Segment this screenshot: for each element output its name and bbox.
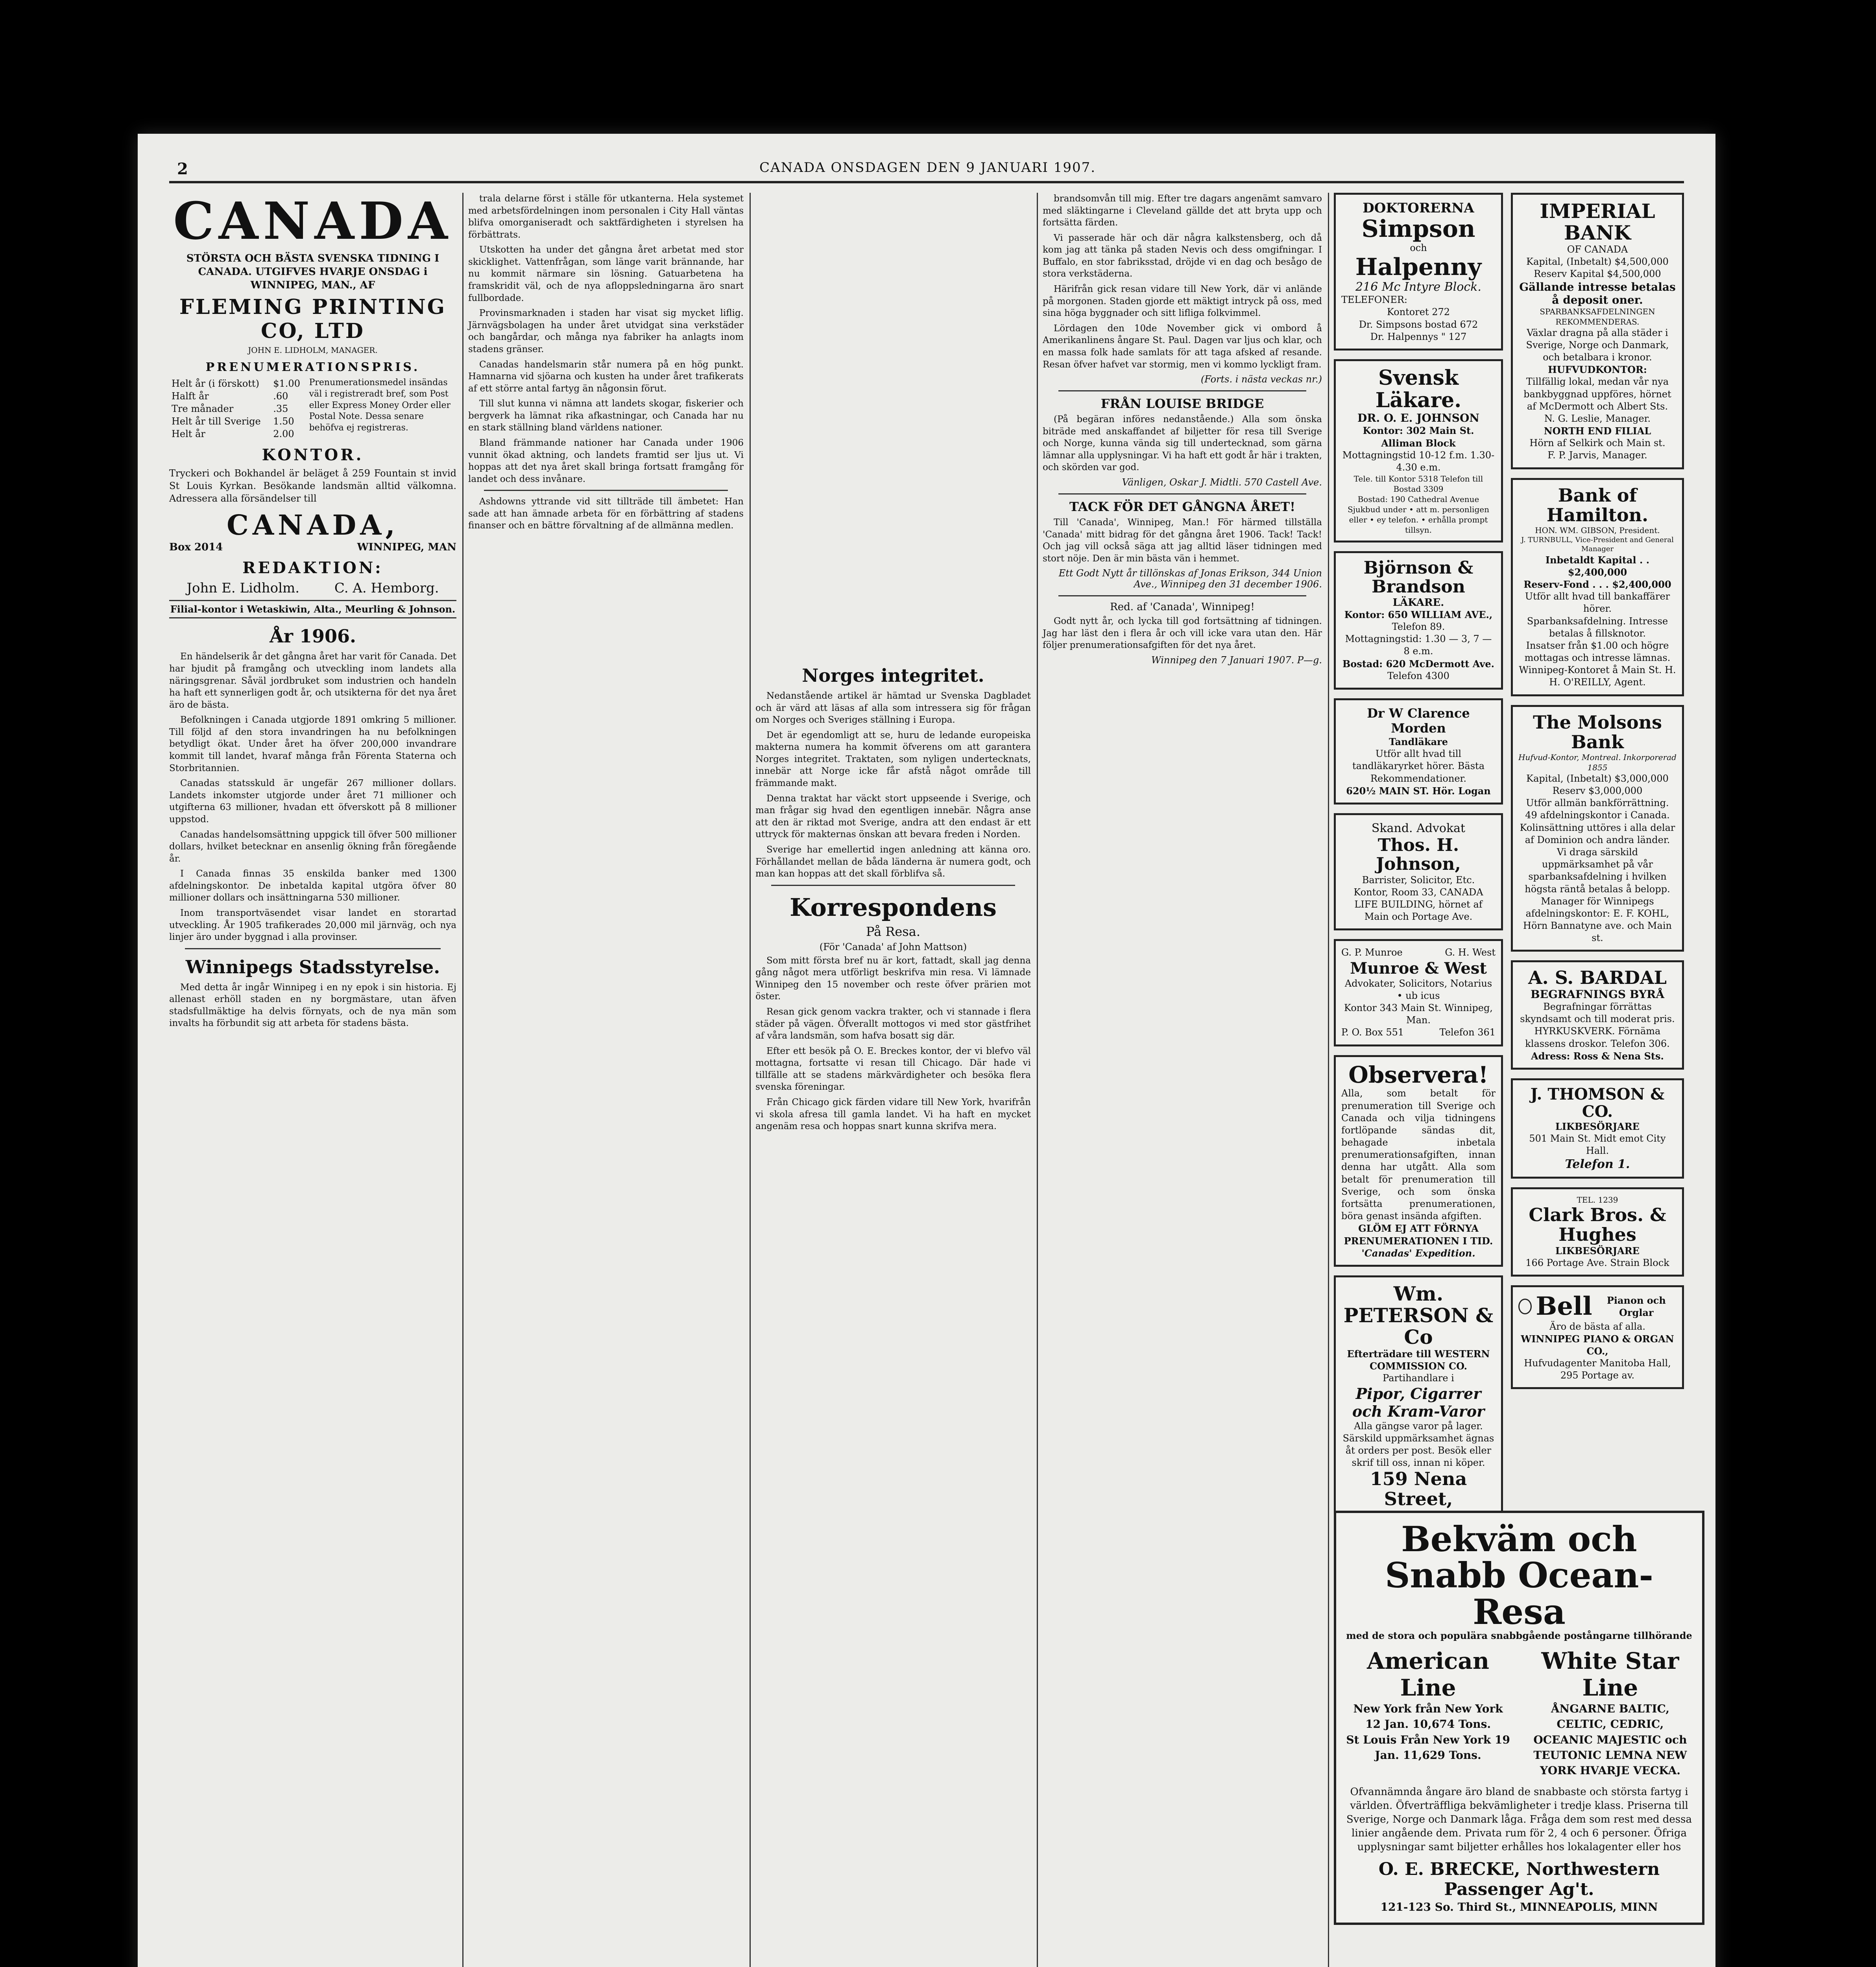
masthead-manager: JOHN E. LIDHOLM, MANAGER. (248, 345, 378, 355)
divider (1058, 595, 1306, 596)
column-4 (1043, 193, 1322, 1967)
masthead-publisher: FLEMING PRINTING CO, LTD (179, 295, 447, 343)
redaktion-heading: REDAKTION: (242, 559, 383, 578)
article-paragraph: Härifrån gick resan vidare till New York, där vi anlände på morgonen. Staden gjorde ett mäktigt intryck på oss, med sina höga byggnader och sitt lifliga folkvimmel. (1043, 284, 1322, 319)
kontor-heading: KONTOR. (262, 446, 364, 465)
article-paragraph: Canadas handelsomsättning uppgick till öfver 500 millioner dollars, hvilket betecknar en ansenlig ökning från föregående år. (169, 829, 456, 864)
ads-column-left (1334, 193, 1503, 1509)
louise-signature: Vänligen, Oskar J. Midtli. 570 Castell Ave. (1122, 476, 1322, 488)
column-rule (1328, 193, 1329, 1967)
masthead-title: CANADA (173, 191, 452, 251)
ad-imperial-bank: IMPERIAL BANK OF CANADA Kapital, (Inbetalt) $4,500,000 Reserv Kapital $4,500,000 Gällande intresse betalas å deposit oner. SPARBANKSAFDELNINGEN REKOMMENDERAS. Växlar dragna på alla städer i Sverige, Norge och Danmark, och betalbara i kronor. HUFVUDKONTOR: Tillfällig lokal, medan vår nya bankbyggnad uppföres, hörnet af McDermott och Albert Sts. N. G. Leslie, Manager. NORTH END FILIAL Hörn af Selkirk och Main st. F. P. Jarvis, Manager. (1511, 193, 1684, 469)
page-number: 2 (177, 160, 188, 178)
article-paragraph: Godt nytt år, och lycka till god fortsättning af tidningen. Jag har läst den i flera år och vill icke vara utan den. Här följer prenumerationsafgiften för det nya året. (1043, 616, 1322, 651)
ad-ocean-resa: Bekväm och Snabb Ocean-Resa med de stora och populära snabbgående postångarne tillhörande American Line New York från New York 12 Jan. 10,674 Tons. St Louis Från New York 19 Jan. 11,629 Tons. White Star Line ÅNGARNE BALTIC, CELTIC, CEDRIC, OCEANIC MAJESTIC och TEUTONIC LEMNA NEW YORK HVARJE VECKA. Ofvannämnda ångare äro bland de snabbaste och största fartyg i världen. Öfverträffliga bekvämligheter i tredje klass. Priserna till Sverige, Norge och Danmark låga. Fråga dem som rest med dessa linier angående dem. Privata rum för 2, 4 och 6 personer. Öfriga upplysningar samt biljetter erhålles hos lokalagenter eller hos O. E. BRECKE, Northwestern Passenger Ag't. 121-123 So. Third St., MINNEAPOLIS, MINN (1334, 1511, 1704, 1925)
article-paragraph: Canadas statsskuld är ungefär 267 millioner dollars. Landets inkomster utgjorde under året 71 millioner och utgifterna 63 millioner, hvadan ett öfverskott på 8 millioner uppstod. (169, 778, 456, 825)
filial-kontor: Filial-kontor i Wetaskiwin, Alta., Meurling & Johnson. (169, 600, 456, 618)
price-row: Helt år (i förskott) $1.00 (172, 378, 300, 389)
article-paragraph: Bland främmande nationer har Canada under 1906 vunnit ökad aktning, och landets framtid ser ljus ut. Vi hoppas att det nya året skall bringa fortsatt framgång för landet och dess invånare. (468, 437, 744, 484)
kontor-text: Tryckeri och Bokhandel är beläget å 259 Fountain st invid St Louis Kyrkan. Besökande landsmän alltid välkomna. Adressera alla försändelser till (169, 468, 456, 504)
column-3 (755, 193, 1031, 1967)
price-table (169, 377, 305, 440)
article-paragraph: Efter ett besök på O. E. Breckes kontor, der vi blefvo väl mottagna, fortsatte vi resan till Chicago. Där hade vi tillfälle att se stadens märkvärdigheter och besöka flera svenska föreningar. (755, 1046, 1031, 1092)
price-row: Halft år .60 (172, 391, 288, 402)
pa-resa-heading: På Resa. (866, 924, 921, 939)
ad-thomson: J. THOMSON & CO. LIKBESÖRJARE 501 Main St. Midt emot City Hall. Telefon 1. (1511, 1078, 1684, 1179)
article-paragraph: Ashdowns yttrande vid sitt tillträde till ämbetet: Han sade att han ämnade arbeta för en förbättring af stadens finanser och en bättre förvaltning af de allmänna medlen. (468, 496, 744, 531)
article-paragraph: Till slut kunna vi nämna att landets skogar, fiskerier och bergverk ha lämnat rika afkastningar, och Canada har nu en stark ställning bland världens nationer. (468, 399, 744, 433)
column-1 (169, 193, 456, 1967)
newspaper-page (169, 157, 1692, 1967)
ads-column-right (1511, 193, 1684, 1499)
article-paragraph: Provinsmarknaden i staden har visat sig mycket liflig. Järnvägsbolagen ha under året utvidgat sina verkstäder och bangårdar, och många nya fabriker ha anlagts inom stadens gränser. (468, 308, 744, 354)
column-rule (462, 193, 463, 1967)
article-paragraph: Utskotten ha under det gångna året arbetat med stor skicklighet. Vattenfrågan, som länge varit brännande, har nu kommit närmare sin lösning. Gatuarbetena ha framskridit väl, och de nya afloppsledningarna äro snart fullbordade. (468, 245, 744, 303)
tack-signature: Ett Godt Nytt år tillönskas af Jonas Erikson, 344 Union Ave., Winnipeg den 31 december 1906. (1058, 568, 1322, 590)
divider (771, 885, 1015, 886)
article-paragraph: Befolkningen i Canada utgjorde 1891 omkring 5 millioner. Till följd af den stora invandringen ha nu befolkningen betydligt ökat. Under året ha öfver 200,000 invandrare kommit till landet, hvaraf många från Förenta Staterna och Storbritannien. (169, 715, 456, 773)
article-paragraph: Inom transportväsendet visar landet en storartad utveckling. År 1905 trafikerades 20,000 mil järnväg, och nya linjer äro under byggnad i alla provinser. (169, 908, 456, 943)
newspaper-sheet (138, 134, 1715, 1967)
column-2 (468, 193, 744, 1967)
article-paragraph: Lördagen den 10de November gick vi ombord å Amerikanlinens ångare St. Paul. Dagen var ljus och klar, och en massa folk hade samlats för att taga afsked af resande. Resan öfver hafvet var stormig, men vi kommo lyckligt fram. (1043, 323, 1322, 370)
divider (484, 490, 728, 491)
tack-heading: TACK FÖR DET GÅNGNA ÅRET! (1069, 499, 1296, 514)
ad-svensk-lakare: Svensk Läkare. DR. O. E. JOHNSON Kontor: 302 Main St. Alliman Block Mottagningstid 10-12 f.m. 1.30-4.30 e.m. Tele. till Kontor 5318 Telefon till Bostad 3309 Bostad: 190 Cathedral Avenue Sjukbud under • att m. personligen eller • ey telefon. • erhålla prompt tillsyn. (1334, 359, 1503, 542)
american-line: American Line New York från New York 12 Jan. 10,674 Tons. St Louis Från New York 19 Jan. 11,629 Tons. (1346, 1648, 1510, 1762)
article-paragraph: En händelserik år det gångna året har varit för Canada. Det har bjudit på framgång och utveckling inom landets alla näringsgrenar. Såväl jordbruket som industrien och handeln ha haft ett synnerligen godt år, och utsikterna för det nya året äro de bästa. (169, 651, 456, 710)
ornament-icon (1518, 1299, 1532, 1314)
louise-heading: FRÅN LOUISE BRIDGE (1100, 396, 1264, 411)
column-rule (750, 193, 751, 1967)
article-title-ar1906: År 1906. (270, 626, 356, 647)
kontor-address (169, 541, 456, 553)
ad-johnson-advokat: Skand. Advokat Thos. H. Johnson, Barrister, Solicitor, Etc. Kontor, Room 33, CANADA LIFE BUILDING, hörnet af Main och Portage Ave. (1334, 813, 1503, 931)
price-row: Helt år 2.00 (172, 428, 294, 440)
column-rule (1037, 193, 1038, 1967)
ad-bjornson-brandson: Björnson & Brandson LÄKARE. Kontor: 650 WILLIAM AVE., Telefon 89. Mottagningstid: 1.30 — 3, 7 — 8 e.m. Bostad: 620 McDermott Ave. Telefon 4300 (1334, 551, 1503, 690)
article-paragraph: Vi passerade här och där några kalkstensberg, och då kom jag att tänka på staden Nevis och dess omgifningar. I Buffalo, en stor fabriksstad, dröjde vi en dag och besågo de stora verkstäderna. (1043, 232, 1322, 279)
article-paragraph: trala delarne först i ställe för utkanterna. Hela systemet med arbetsfördelningen inom personalen i City Hall väntas blifva omorganiseradt och saktfärdigheten i styrelsen ha förbättrats. (468, 194, 744, 240)
article-title-winnipeg: Winnipegs Stadsstyrelse. (185, 956, 440, 978)
ad-bell-pianos: Bell Pianon och Orglar Äro de bästa af alla. WINNIPEG PIANO & ORGAN CO., Hufvudagenter Manitoba Hall, 295 Portage av. (1511, 1285, 1684, 1389)
red-note-signature: Winnipeg den 7 Januari 1907. P—g. (1151, 655, 1322, 666)
article-paragraph: Sverige har emellertid ingen anledning att känna oro. Förhållandet mellan de båda länderna är numera godt, och man kan hoppas att det skall förblifva så. (755, 844, 1031, 879)
divider (185, 948, 441, 949)
prenumeration-block (169, 377, 456, 440)
article-paragraph: Canadas handelsmarin står numera på en hög punkt. Hamnarna vid sjöarna och kusten ha under året trafikerats af ett större antal fartyg än någonsin förut. (468, 359, 744, 394)
running-title: CANADA ONSDAGEN DEN 9 JANUARI 1907. (759, 160, 1096, 175)
redaktion-names (169, 580, 456, 596)
article-paragraph: Från Chicago gick färden vidare till New York, hvarifrån vi skola afresa till gamla landet. Vi ha haft en mycket angenäm resa och hoppas snart kunna skrifva mera. (755, 1097, 1031, 1132)
white-star-line: White Star Line ÅNGARNE BALTIC, CELTIC, CEDRIC, OCEANIC MAJESTIC och TEUTONIC LEMNA NEW YORK HVARJE VECKA. (1533, 1648, 1687, 1777)
article-title-norges: Norges integritet. (802, 665, 984, 686)
ad-bardal: A. S. BARDAL BEGRAFNINGS BYRÅ Begrafningar förrättas skyndsamt och till moderat pris. HYRKUSKVERK. Förnäma klassens droskor. Telefon 306. Adress: Ross & Nena Sts. (1511, 960, 1684, 1070)
article-paragraph: Resan gick genom vackra trakter, och vi stannade i flera städer på vägen. Öfverallt mottogos vi med stor gästfrihet af våra landsmän, som hafva bosatt sig där. (755, 1006, 1031, 1041)
running-header (169, 157, 1684, 183)
kontor-box: Box 2014 (169, 541, 223, 554)
article-paragraph: I Canada finnas 35 enskilda banker med 1300 afdelningskontor. De inbetalda kapital utgöra öfver 80 millioner dollars och insättningarna 530 millioner. (169, 869, 456, 903)
ad-peterson: Wm. PETERSON & Co Efterträdare till WESTERN COMMISSION CO. Partihandlare i Pipor, Cigarrer och Kram-Varor Alla gängse varor på lager. Särskild uppmärksamhet ägnas åt orders per post. Besök eller skrif till oss, innan ni köper. 159 Nena Street, (1334, 1275, 1503, 1529)
kontor-paper: CANADA, (227, 509, 399, 542)
price-row: Helt år till Sverige 1.50 (172, 416, 294, 427)
ad-molsons-bank: The Molsons Bank Hufvud-Kontor, Montreal. Inkorporerad 1855 Kapital, (Inbetalt) $3,000,000 Reserv $3,000,000 Utför allmän bankförrättning. 49 afdelningskontor i Canada. Kolinsättning uttöres i alla delar af Dominion och andra länder. Vi draga särskild uppmärksamhet på vår sparbanksafdelning i hvilken högsta räntå betalas å belopp. Manager för Winnipegs afdelningskontor: E. F. KOHL, Hörn Bannatyne ave. och Main st. (1511, 705, 1684, 952)
editor-2: C. A. Hemborg. (334, 580, 439, 596)
article-paragraph: Med detta år ingår Winnipeg i en ny epok i sin historia. Ej allenast erhöll staden en ny borgmästare, utan äfven stadsfullmäktige ha delvis förnyats, och de nya män som invalts ha förbundit sig att arbeta för stadens bästa. (169, 982, 456, 1029)
article-paragraph: (På begäran införes nedanstående.) Alla som önska biträde med anskaffandet af biljetter för resa till Sverige och Norge, kunna vända sig till undertecknad, som gärna lämnar alla upplysningar. Vi ha haft ett godt år här i trakten, och skörden var god. (1043, 414, 1322, 473)
price-row: Tre månader .35 (172, 403, 288, 415)
ad-bank-of-hamilton: Bank of Hamilton. HON. WM. GIBSON, President. J. TURNBULL, Vice-President and General Manager Inbetaldt Kapital . . $2,400,000 Reserv-Fond . . . $2,400,000 Utför allt hvad till bankaffärer hörer. Sparbanksafdelning. Intresse betalas å fillsknotor. Insatser från $1.00 och högre mottagas och intresse lämnas. Winnipeg-Kontoret å Main St. H. H. O'REILLY, Agent. (1511, 478, 1684, 696)
divider (1058, 493, 1306, 495)
ad-munroe-west: G. P. Munroe G. H. West Munroe & West Advokater, Solicitors, Notarius • ub icus Kontor 343 Main St. Winnipeg, Man. P. O. Box 551 Telefon 361 (1334, 939, 1503, 1046)
korrespondens-heading: Korrespondens (789, 893, 997, 922)
article-paragraph: Nedanstående artikel är hämtad ur Svenska Dagbladet och är värd att läsas af alla som intressera sig för frågan om Norges och Sveriges ställning i Europa. (755, 691, 1031, 725)
editor-1: John E. Lidholm. (186, 580, 300, 596)
pa-resa-byline: (För 'Canada' af John Mattson) (819, 941, 967, 952)
article-paragraph: Denna traktat har väckt stort uppseende i Sverige, och man frågar sig hvad den egentligen innebär. Några anse att den är riktad mot Sverige, andra att den endast är ett uttryck för makternas önskan att bevara freden i Norden. (755, 793, 1031, 840)
ad-observera: Observera! Alla, som betalt för prenumeration till Sverige och Canada och vilja tidningens fortlöpande sändas dit, behagade inbetala prenumerationsafgiften, innan denna har utgått. Alla som betalt för prenumeration till Sverige, och som önska fortsätta prenumerationen, böra genast insända afgiften. GLÖM EJ ATT FÖRNYA PRENUMERATIONEN I TID. 'Canadas' Expedition. (1334, 1055, 1503, 1267)
article-paragraph: Som mitt första bref nu är kort, fattadt, skall jag denna gång något mera utförligt beskrifva min resa. Vi lämnade Winnipeg den 15 november och reste öfver prärien mot öster. (755, 955, 1031, 1002)
divider (1058, 390, 1306, 391)
kontor-city: WINNIPEG, MAN (357, 541, 456, 554)
prenumeration-heading: PRENUMERATIONSPRIS. (205, 360, 420, 375)
masthead-subtitle: STÖRSTA OCH BÄSTA SVENSKA TIDNING I CANADA. UTGIFVES HVARJE ONSDAG i WINNIPEG, MAN., AF (186, 253, 439, 291)
red-note-heading: Red. af 'Canada', Winnipeg! (1110, 601, 1255, 613)
article-paragraph: Till 'Canada', Winnipeg, Man.! För härmed tillställa 'Canada' mitt bidrag för det gångna året 1906. Tack! Tack! Och jag vill också säga att jag alltid läser tidningen med stort nöje. Den är min bästa vän i hemmet. (1043, 517, 1322, 564)
ad-clark-hughes: TEL. 1239 Clark Bros. & Hughes LIKBESÖRJARE 166 Portage Ave. Strain Block (1511, 1187, 1684, 1277)
ad-morden: Dr W Clarence Morden Tandläkare Utför allt hvad till tandläkaryrket hörer. Bästa Rekommendationer. 620½ MAIN ST. Hör. Logan (1334, 698, 1503, 805)
article-paragraph: brandsomvån till mig. Efter tre dagars angenämt samvaro med släktingarne i Cleveland gällde det att bryta upp och fortsätta färden. (1043, 194, 1322, 228)
article-paragraph: Det är egendomligt att se, huru de ledande europeiska makterna numera ha kommit öfverens om att garantera Norges integritet. Traktaten, som nyligen undertecknats, innebär att Norge icke får afstå något område till främmande makt. (755, 730, 1031, 789)
continued-note: (Forts. i nästa veckas nr.) (1200, 374, 1322, 385)
ad-simpson-halpenny: DOKTORERNA Simpson och Halpenny 216 Mc Intyre Block. TELEFONER: Kontoret 272 Dr. Simpsons bostad 672 Dr. Halpennys " 127 (1334, 193, 1503, 351)
prenumeration-note: Prenumerationsmedel insändas väl i registreradt bref, som Post eller Express Money Order eller Postal Note. Dessa senare behöfva ej registreras. (309, 378, 451, 433)
